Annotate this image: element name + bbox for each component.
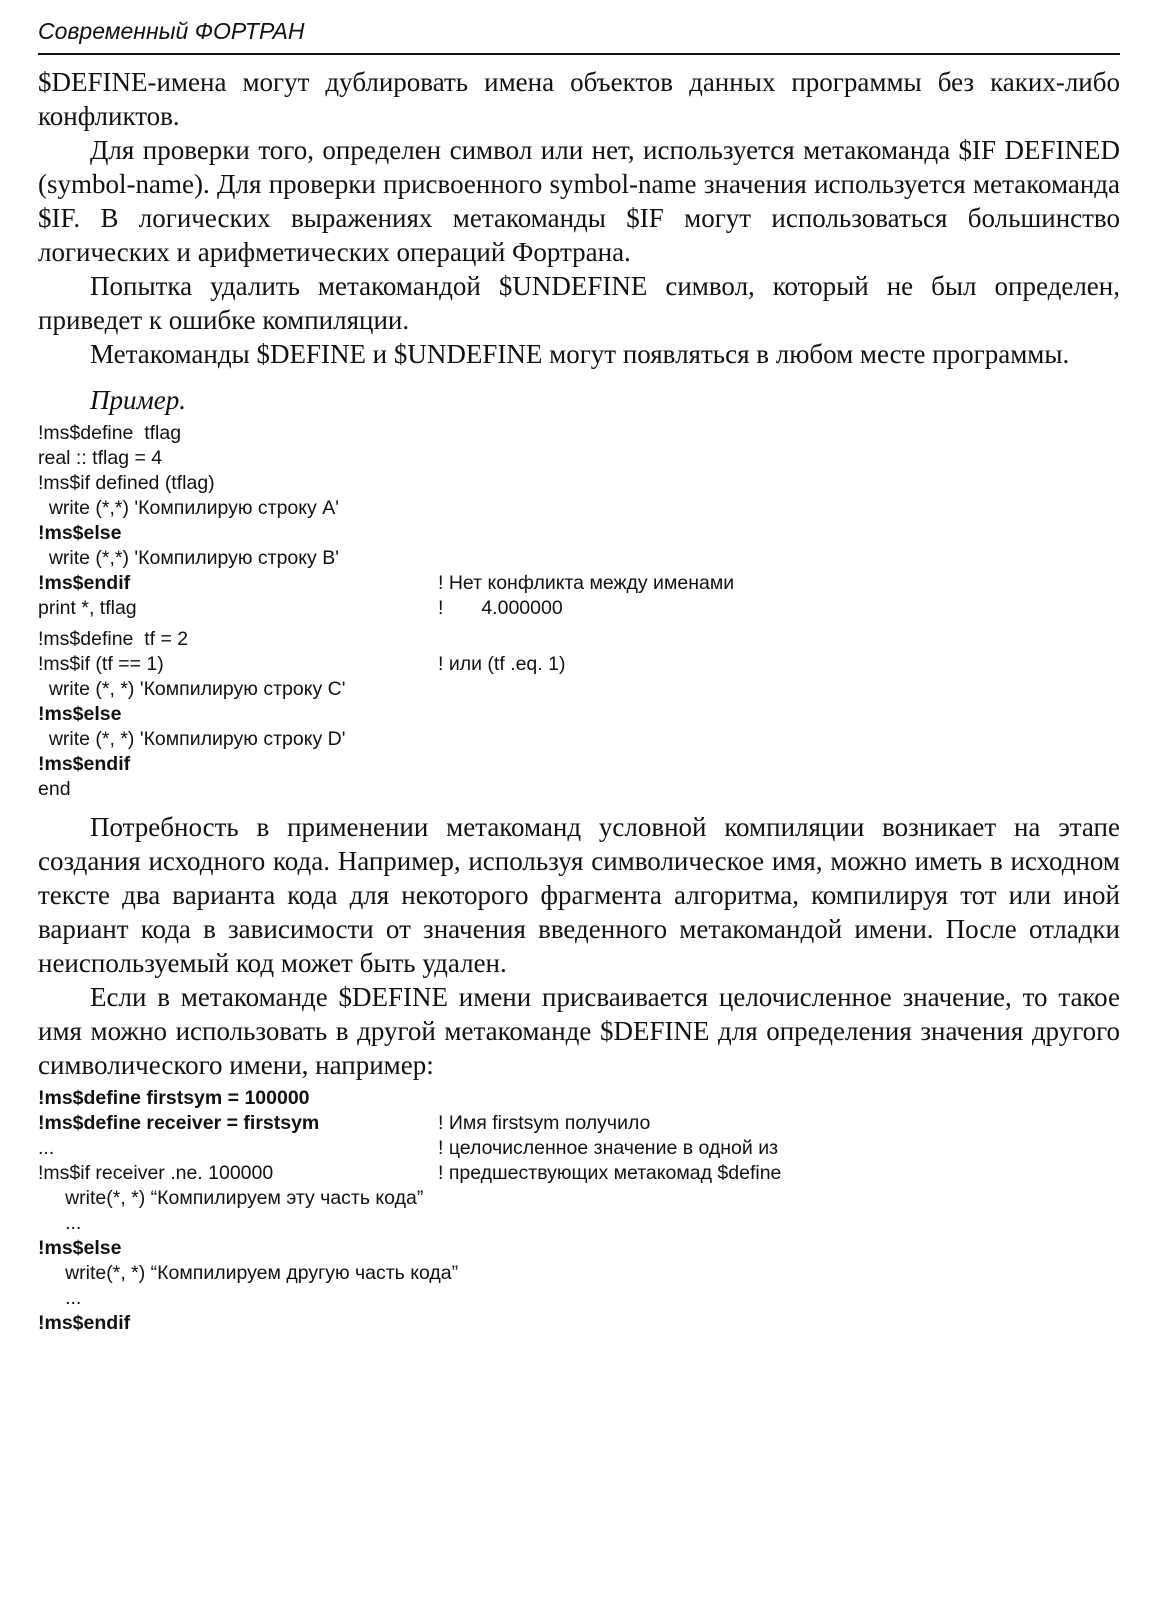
- code-example-2: [38, 1086, 1120, 1336]
- code-line: [38, 421, 1120, 446]
- code-text: write (*, *) 'Компилирую строку C': [38, 678, 346, 700]
- code-line: [38, 1286, 1120, 1311]
- code-line: [38, 752, 1120, 777]
- code-text: print *, tflag: [38, 597, 137, 619]
- code-comment: ! предшествующих метакомад $define: [438, 1162, 782, 1184]
- code-line: [38, 677, 1120, 702]
- code-text: ...: [38, 1212, 82, 1234]
- code-text: !ms$if (tf == 1): [38, 653, 164, 675]
- code-comment: ! целочисленное значение в одной из: [438, 1137, 779, 1159]
- code-comment: ! Имя firstsym получило: [438, 1112, 651, 1134]
- code-text: !ms$endif: [38, 572, 131, 594]
- code-text: end: [38, 778, 71, 800]
- code-text: !ms$if receiver .ne. 100000: [38, 1162, 274, 1184]
- code-text: ...: [38, 1287, 82, 1309]
- example-label: Пример.: [90, 385, 186, 415]
- code-example-1: [38, 421, 1120, 802]
- paragraph: Для проверки того, определен символ или нет, используется метакоманда $IF DEFINED (symbol-name). Для проверки присвоенного symbol-name значения используется метакоманда $IF. В логических выражениях метакоманды $IF могут использоваться большинство логических и арифметических операций Фортрана.: [38, 135, 1120, 267]
- code-line: [38, 777, 1120, 802]
- paragraph: Метакоманды $DEFINE и $UNDEFINE могут появляться в любом месте программы.: [90, 339, 1070, 369]
- code-text: !ms$define receiver = firstsym: [38, 1112, 320, 1134]
- running-header: Современный ФОРТРАН: [38, 18, 1120, 55]
- code-line: [38, 546, 1120, 571]
- code-text: !ms$else: [38, 703, 122, 725]
- code-text: !ms$define tflag: [38, 422, 182, 444]
- code-line: [38, 446, 1120, 471]
- code-line: [38, 1136, 1120, 1161]
- code-text: write(*, *) “Компилируем эту часть кода”: [38, 1187, 424, 1209]
- code-text: real :: tflag = 4: [38, 447, 163, 469]
- paragraph: $DEFINE-имена могут дублировать имена объектов данных программы без каких-либо конфликтов.: [38, 67, 1120, 131]
- explanation-paragraphs: [38, 810, 1120, 1082]
- code-line: [38, 627, 1120, 652]
- code-text: write (*, *) 'Компилирую строку D': [38, 728, 346, 750]
- code-line: [38, 1161, 1120, 1186]
- code-line: [38, 596, 1120, 621]
- paragraph: Потребность в применении метакоманд условной компиляции возникает на этапе создания исходного кода. Например, используя символическое имя, можно иметь в исходном тексте два варианта кода для некоторого фрагмента алгоритма, компилируя тот или иной вариант кода в зависимости от значения введенного метакомандой имени. После отладки неиспользуемый код может быть удален.: [38, 812, 1120, 978]
- code-text: !ms$endif: [38, 753, 131, 775]
- code-text: ...: [38, 1137, 55, 1159]
- code-line: [38, 571, 1120, 596]
- code-line: [38, 1211, 1120, 1236]
- code-comment: ! Нет конфликта между именами: [438, 572, 735, 594]
- code-line: [38, 471, 1120, 496]
- paragraph: Если в метакоманде $DEFINE имени присваивается целочисленное значение, то такое имя можно использовать в другой метакоманде $DEFINE для определения значения другого символического имени, например:: [38, 982, 1120, 1080]
- code-line: [38, 496, 1120, 521]
- code-text: write(*, *) “Компилируем другую часть кода”: [38, 1262, 459, 1284]
- code-text: write (*,*) 'Компилирую строку A': [38, 497, 339, 519]
- code-line: [38, 1086, 1120, 1111]
- code-text: !ms$else: [38, 1237, 122, 1259]
- code-comment: ! или (tf .eq. 1): [438, 653, 566, 675]
- code-line: [38, 1186, 1120, 1211]
- code-line: [38, 1111, 1120, 1136]
- code-text: !ms$endif: [38, 1312, 131, 1334]
- code-line: [38, 727, 1120, 752]
- code-text: !ms$define firstsym = 100000: [38, 1087, 310, 1109]
- code-line: [38, 521, 1120, 546]
- code-text: !ms$if defined (tflag): [38, 472, 215, 494]
- code-line: [38, 652, 1120, 677]
- code-text: write (*,*) 'Компилирую строку B': [38, 547, 339, 569]
- code-line: [38, 1261, 1120, 1286]
- intro-paragraphs: [38, 65, 1120, 371]
- code-text: !ms$else: [38, 522, 122, 544]
- code-line: [38, 702, 1120, 727]
- code-line: [38, 1311, 1120, 1336]
- page: [38, 18, 1120, 1344]
- code-line: [38, 1236, 1120, 1261]
- paragraph: Попытка удалить метакомандой $UNDEFINE символ, который не был определен, приведет к ошибке компиляции.: [38, 271, 1120, 335]
- code-text: !ms$define tf = 2: [38, 628, 189, 650]
- code-comment: ! 4.000000: [438, 597, 563, 619]
